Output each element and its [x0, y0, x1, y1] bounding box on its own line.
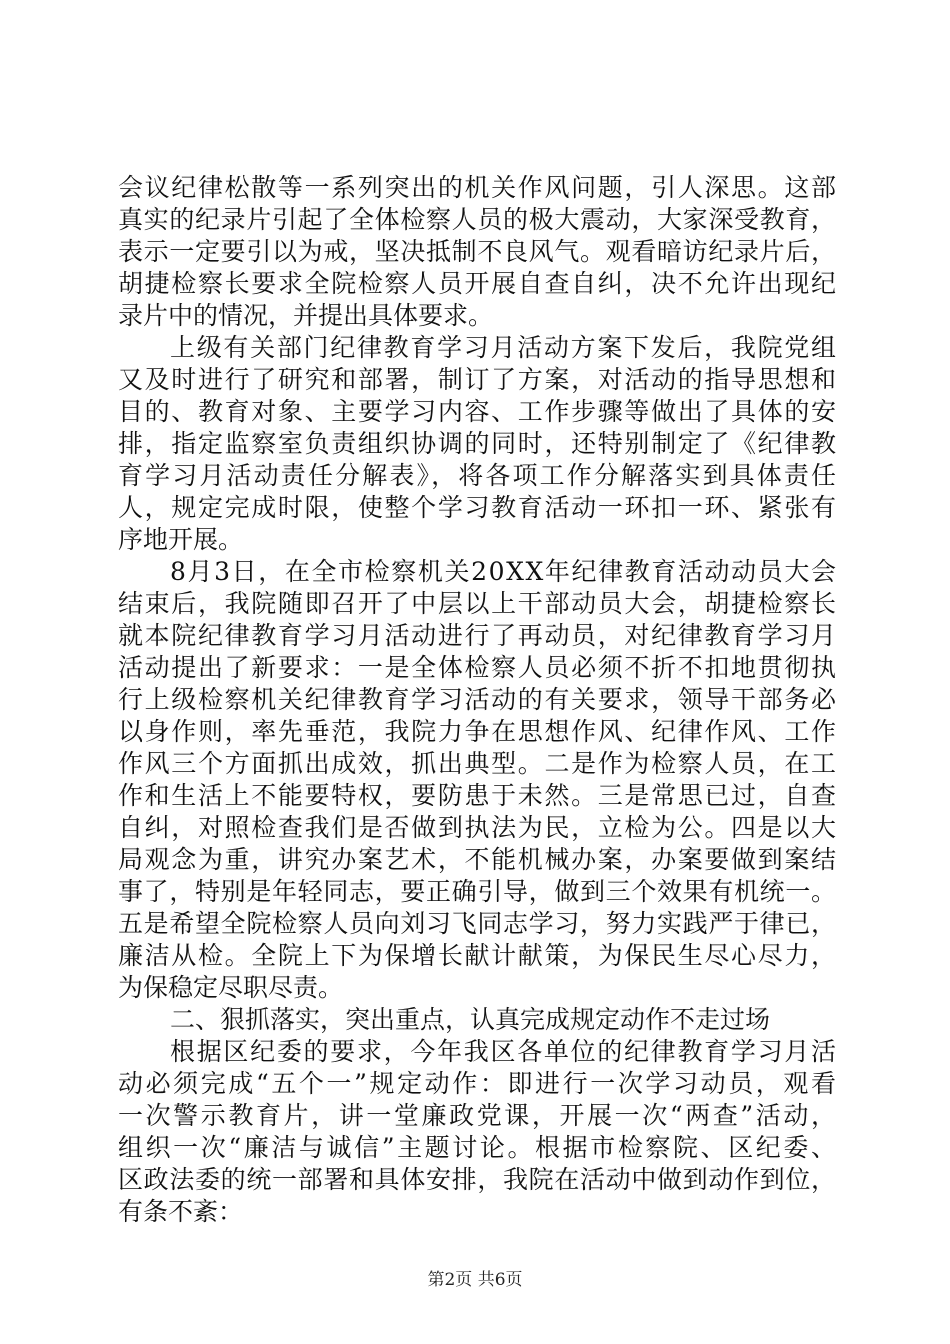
text-line: [0, 875, 950, 909]
text-line: [0, 683, 950, 717]
text-line-content: 序地开展。: [118, 525, 244, 554]
section-heading-text: 二、狠抓落实，突出重点，认真完成规定动作不走过场: [170, 1005, 771, 1034]
text-line-content: 人，规定完成时限，使整个学习教育活动一环扣一环、紧张有: [118, 493, 838, 522]
text-line: [0, 619, 950, 653]
text-line: [0, 1035, 950, 1069]
text-line: [0, 459, 950, 493]
text-line: [0, 1131, 950, 1165]
text-line: [0, 555, 950, 589]
text-line: [0, 843, 950, 877]
text-line-content: 为保稳定尽职尽责。: [118, 973, 344, 1002]
text-line-content: 排，指定监察室负责组织协调的同时，还特别制定了《纪律教: [118, 429, 838, 458]
text-line: [0, 779, 950, 813]
text-line: [0, 363, 950, 397]
text-line: [0, 427, 950, 461]
text-line: [0, 811, 950, 845]
text-line-content: 又及时进行了研究和部署，制订了方案，对活动的指导思想和: [118, 365, 838, 394]
text-line-content: 区政法委的统一部署和具体安排，我院在活动中做到动作到位，: [118, 1165, 837, 1194]
text-line-content: 行上级检察机关纪律教育学习活动的有关要求，领导干部务必: [118, 685, 838, 714]
text-line-content: 表示一定要引以为戒，坚决抵制不良风气。观看暗访纪录片后，: [118, 237, 837, 266]
text-line-content: 组织一次“廉洁与诚信”主题讨论。根据市检察院、区纪委、: [118, 1133, 839, 1162]
text-line-content: 局观念为重，讲究办案艺术，不能机械办案，办案要做到案结: [118, 845, 838, 874]
text-line-content: 结束后，我院随即召开了中层以上干部动员大会，胡捷检察长: [118, 589, 838, 618]
text-line-content: 录片中的情况，并提出具体要求。: [118, 301, 494, 330]
text-line-content: 以身作则，率先垂范，我院力争在思想作风、纪律作风、工作: [118, 717, 838, 746]
text-line: [0, 1195, 950, 1229]
text-line: [0, 1163, 950, 1197]
text-line-content: 胡捷检察长要求全院检察人员开展自查自纠，决不允许出现纪: [118, 269, 838, 298]
section-heading: [0, 1003, 950, 1037]
text-line: [0, 267, 950, 301]
text-line: [0, 1067, 950, 1101]
text-line-content: 自纠，对照检查我们是否做到执法为民，立检为公。四是以大: [118, 813, 838, 842]
text-line: [0, 171, 950, 205]
text-line-content: 育学习月活动责任分解表》，将各项工作分解落实到具体责任: [118, 461, 839, 490]
text-line-content: 真实的纪录片引起了全体检察人员的极大震动，大家深受教育，: [118, 205, 837, 234]
text-line: [0, 587, 950, 621]
text-line-content: 就本院纪律教育学习月活动进行了再动员，对纪律教育学习月: [118, 621, 838, 650]
text-line: [0, 939, 950, 973]
text-line: [0, 235, 950, 269]
text-line: [0, 491, 950, 525]
text-line-content: 作和生活上不能要特权，要防患于未然。三是常思已过，自查: [118, 781, 838, 810]
text-line-content: 动必须完成“五个一”规定动作：即进行一次学习动员，观看: [118, 1069, 839, 1098]
text-line: [0, 331, 950, 365]
text-line-content: 作风三个方面抓出成效，抓出典型。二是作为检察人员，在工: [118, 749, 838, 778]
text-line-content: 有条不紊：: [118, 1197, 244, 1226]
text-line-content: 上级有关部门纪律教育学习月活动方案下发后，我院党组: [170, 333, 838, 362]
text-line-content: 8月3日，在全市检察机关20XX年纪律教育活动动员大会: [170, 557, 838, 586]
text-line-content: 事了，特别是年轻同志，要正确引导，做到三个效果有机统一。: [118, 877, 837, 906]
text-line: [0, 395, 950, 429]
text-line: [0, 299, 950, 333]
text-line: [0, 747, 950, 781]
text-line: [0, 523, 950, 557]
text-line: [0, 971, 950, 1005]
text-line-content: 目的、教育对象、主要学习内容、工作步骤等做出了具体的安: [118, 397, 838, 426]
text-line-content: 廉洁从检。全院上下为保增长献计献策，为保民生尽心尽力，: [118, 941, 838, 970]
text-line-content: 一次警示教育片，讲一堂廉政党课，开展一次“两查”活动，: [118, 1101, 839, 1130]
text-line: [0, 203, 950, 237]
text-line: [0, 651, 950, 685]
text-line: [0, 715, 950, 749]
page-footer: [0, 1268, 950, 1292]
text-line-content: 根据区纪委的要求，今年我区各单位的纪律教育学习月活: [170, 1037, 838, 1066]
text-line: [0, 1099, 950, 1133]
text-line: [0, 907, 950, 941]
text-line-content: 会议纪律松散等一系列突出的机关作风问题，引人深思。这部: [118, 173, 838, 202]
text-line-content: 活动提出了新要求：一是全体检察人员必须不折不扣地贯彻执: [118, 653, 838, 682]
page-number-label: 第2页 共6页: [427, 1270, 523, 1290]
text-line-content: 五是希望全院检察人员向刘习飞同志学习，努力实践严于律已，: [118, 909, 837, 938]
